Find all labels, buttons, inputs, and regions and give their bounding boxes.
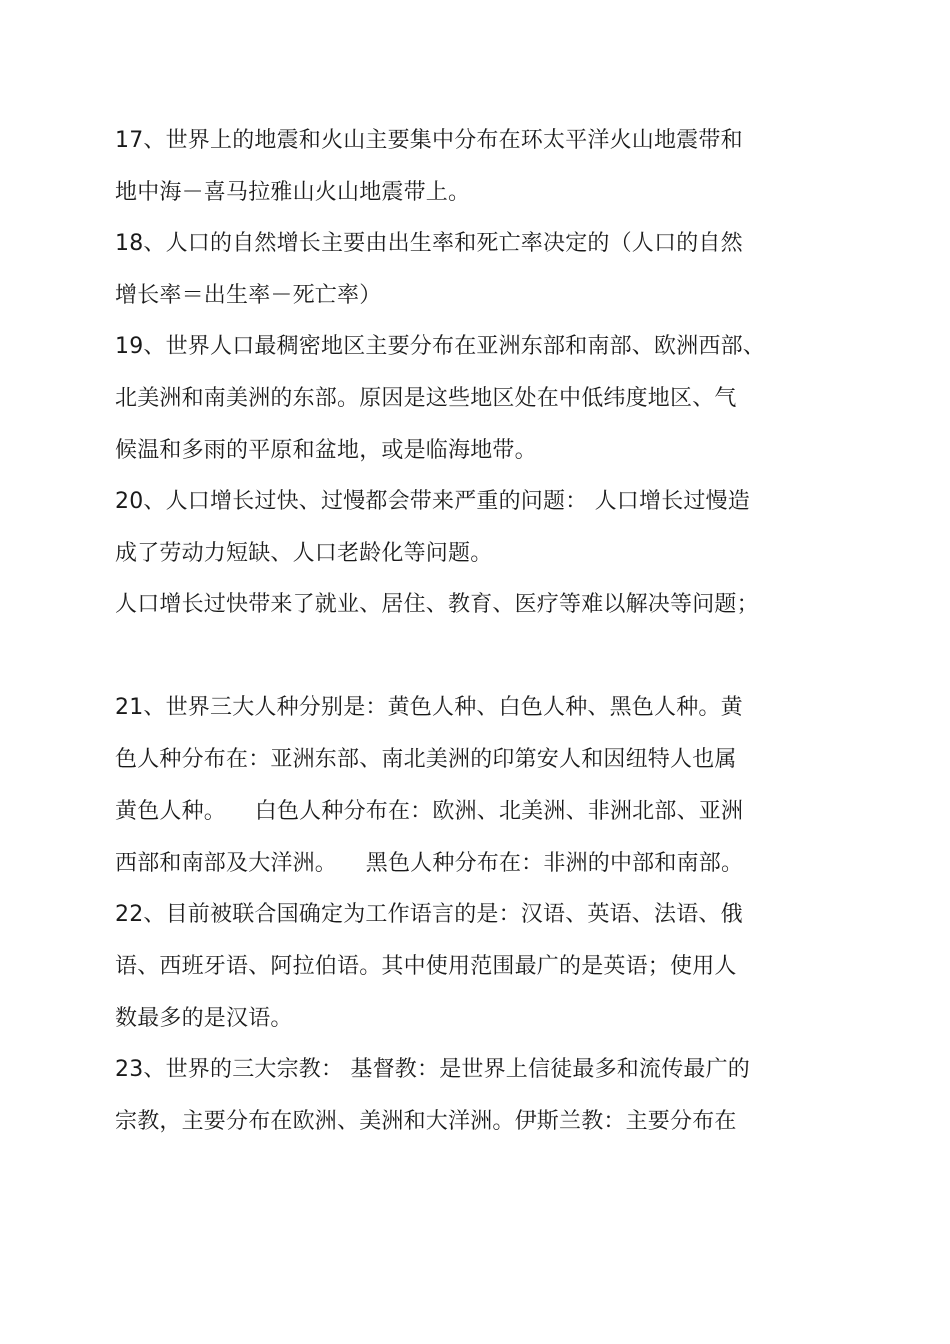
- text-line: 22、目前被联合国确定为工作语言的是：汉语、英语、法语、俄: [115, 902, 743, 927]
- blank-spacer: [115, 641, 835, 693]
- paragraph-23: [115, 1055, 835, 1137]
- paragraph-22: [115, 900, 835, 1034]
- text-line: 人口增长过快带来了就业、居住、教育、医疗等难以解决等问题；: [115, 592, 759, 617]
- paragraph-17: [115, 126, 835, 208]
- paragraph-20-continued: [115, 590, 835, 620]
- text-line: 色人种分布在：亚洲东部、南北美洲的印第安人和因纽特人也属: [115, 747, 737, 772]
- text-line: 语、西班牙语、阿拉伯语。其中使用范围最广的是英语；使用人: [115, 954, 737, 979]
- text-line: 数最多的是汉语。: [115, 1006, 293, 1031]
- paragraph-20: [115, 487, 835, 569]
- text-line: 增长率＝出生率－死亡率）: [115, 283, 382, 308]
- text-line: 21、世界三大人种分别是：黄色人种、白色人种、黑色人种。黄: [115, 695, 743, 720]
- text-line: 17、世界上的地震和火山主要集中分布在环太平洋火山地震带和: [115, 128, 743, 153]
- text-line: 20、人口增长过快、过慢都会带来严重的问题： 人口增长过慢造: [115, 489, 750, 514]
- paragraph-19: [115, 332, 835, 466]
- document-page: [115, 126, 835, 1158]
- text-line: 地中海－喜马拉雅山火山地震带上。: [115, 180, 471, 205]
- text-line: 19、世界人口最稠密地区主要分布在亚洲东部和南部、欧洲西部、: [115, 334, 765, 359]
- paragraph-21: [115, 693, 835, 879]
- text-line: 成了劳动力短缺、人口老龄化等问题。: [115, 541, 493, 566]
- text-line: 候温和多雨的平原和盆地，或是临海地带。: [115, 438, 537, 463]
- text-line: 23、世界的三大宗教： 基督教：是世界上信徒最多和流传最广的: [115, 1057, 750, 1082]
- text-line: 西部和南部及大洋洲。 黑色人种分布在：非洲的中部和南部。: [115, 851, 744, 876]
- text-line: 黄色人种。 白色人种分布在：欧洲、北美洲、非洲北部、亚洲: [115, 799, 744, 824]
- text-line: 宗教，主要分布在欧洲、美洲和大洋洲。伊斯兰教：主要分布在: [115, 1109, 737, 1134]
- text-line: 18、人口的自然增长主要由出生率和死亡率决定的（人口的自然: [115, 231, 743, 256]
- paragraph-18: [115, 229, 835, 311]
- text-line: 北美洲和南美洲的东部。原因是这些地区处在中低纬度地区、气: [115, 386, 737, 411]
